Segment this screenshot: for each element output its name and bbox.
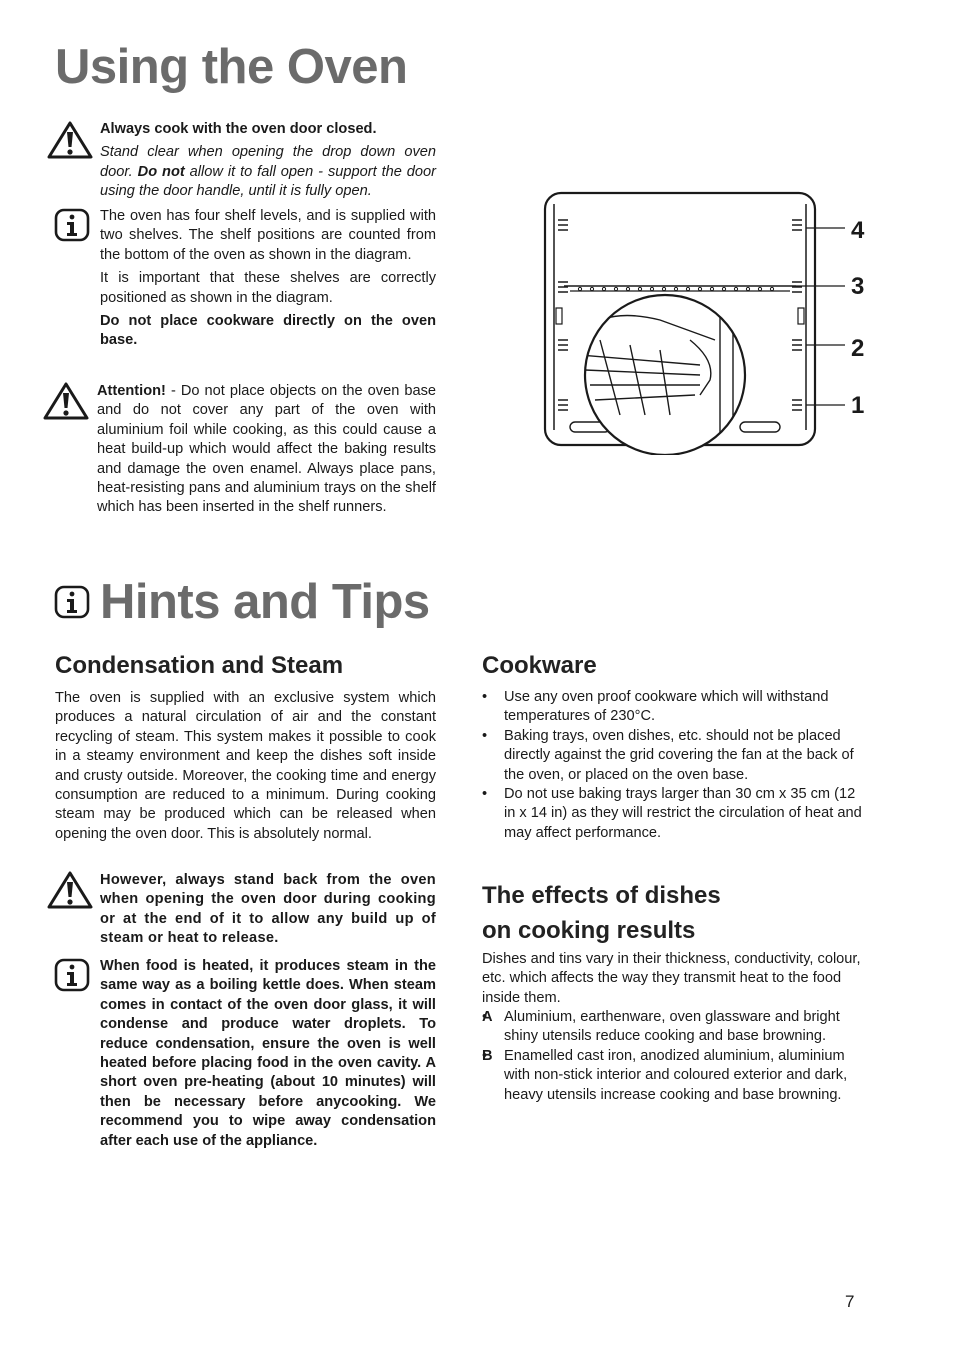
info-icon — [54, 958, 90, 992]
shelf-info-text: The oven has four shelf levels, and is supplied with two shelves. The shelf positions are counted from the bottom of the oven as shown in the diagram. — [100, 208, 436, 263]
warning-door-text: Stand clear when opening the drop down oven door. Do not allow it to fall open - support the door using the door handle, until it is fully open. — [100, 144, 436, 200]
shelf-position-text: It is important that these shelves are correctly positioned as shown in the diagram. — [100, 270, 436, 306]
right-shelf-runners — [792, 220, 802, 410]
left-shelf-runners — [558, 220, 568, 410]
shelf-label-2: 2 — [851, 335, 865, 362]
shelf-label-3: 3 — [851, 273, 865, 300]
page-number: 7 — [845, 1292, 855, 1311]
effects-heading: The effects of dishes on cooking results — [482, 882, 721, 944]
condensation-text: The oven is supplied with an exclusive system which produces a natural circulation of air and the constant recycling of steam. This system makes it possible to cook in a steamy environment and keep the dishes soft inside and crusty outside. Moreover, the cooking time and energy consumption are reduced to a minimum. During cooking steam may be produced which can be released when opening the oven door. This is absolutely normal. — [55, 690, 436, 842]
shelf-label-1: 1 — [851, 392, 865, 419]
steam-warning-text: However, always stand back from the oven when opening the oven door during cooking or at the end of it to allow any build up of steam or heat to release. — [100, 872, 436, 947]
attention-text: Attention! - Do not place objects on the oven base and do not cover any part of the oven with aluminium foil while cooking, as this could cause a heat build-up which would affect the baking results and damage the oven enamel. Always place pans, heat-resisting pans and aluminium trays on the shelf which has been inserted in the shelf runners. — [97, 383, 436, 516]
list-item: • Do not use baking trays larger than 30 cm x 35 cm (12 in x 14 in) as they will restrict the circulation of heat and may affect performance. — [482, 785, 864, 843]
cookware-heading: Cookware — [482, 652, 597, 679]
effects-intro: Dishes and tins vary in their thickness, conductivity, colour, etc. which affects the way they transmit heat to the food inside them. — [482, 951, 861, 1006]
shelf-label-4: 4 — [851, 217, 865, 244]
steam-info-text: When food is heated, it produces steam in the same way as a boiling kettle does. When steam comes in contact of the oven door glass, it will condense and produce water droplets. To reduce condensation, ensure the oven is well heated before placing food in the oven cavity. A short oven pre-heating (about 10 minutes) will then be necessary before anycooking. We recommend you to wipe away condensation after each use of the appliance. — [100, 958, 436, 1149]
list-item: • Use any oven proof cookware which will withstand temperatures of 230°C. — [482, 688, 864, 727]
warning-icon — [46, 870, 94, 910]
list-item: • A Aluminium, earthenware, oven glassware and bright shiny utensils reduce cooking and base browning. — [482, 1008, 864, 1047]
warning-icon — [46, 120, 94, 160]
attention-block — [97, 382, 436, 518]
warning-door-title: Always cook with the oven door closed. — [100, 121, 377, 137]
list-item: • B Enamelled cast iron, anodized aluminium, aluminium with non-stick interior and coloured exterior and dark, heavy utensils increase cooking and base browning. — [482, 1047, 864, 1105]
warning-icon — [42, 381, 90, 421]
condensation-heading: Condensation and Steam — [55, 652, 344, 679]
oven-shelf-diagram — [540, 190, 870, 455]
shelf-level-3 — [564, 286, 796, 291]
warning-door-block — [100, 120, 436, 202]
page-title: Using the Oven — [55, 40, 408, 94]
cookware-list — [482, 688, 864, 843]
effects-list — [482, 1008, 864, 1105]
info-icon — [54, 585, 90, 619]
shelf-info-block — [100, 207, 436, 351]
info-icon — [54, 208, 90, 242]
cookware-base-note: Do not place cookware directly on the oven base. — [100, 313, 436, 349]
section-title: Hints and Tips — [100, 575, 430, 629]
list-item: • Baking trays, oven dishes, etc. should not be placed directly against the grid covering the fan at the back of the oven, or placed on the oven base. — [482, 727, 864, 785]
